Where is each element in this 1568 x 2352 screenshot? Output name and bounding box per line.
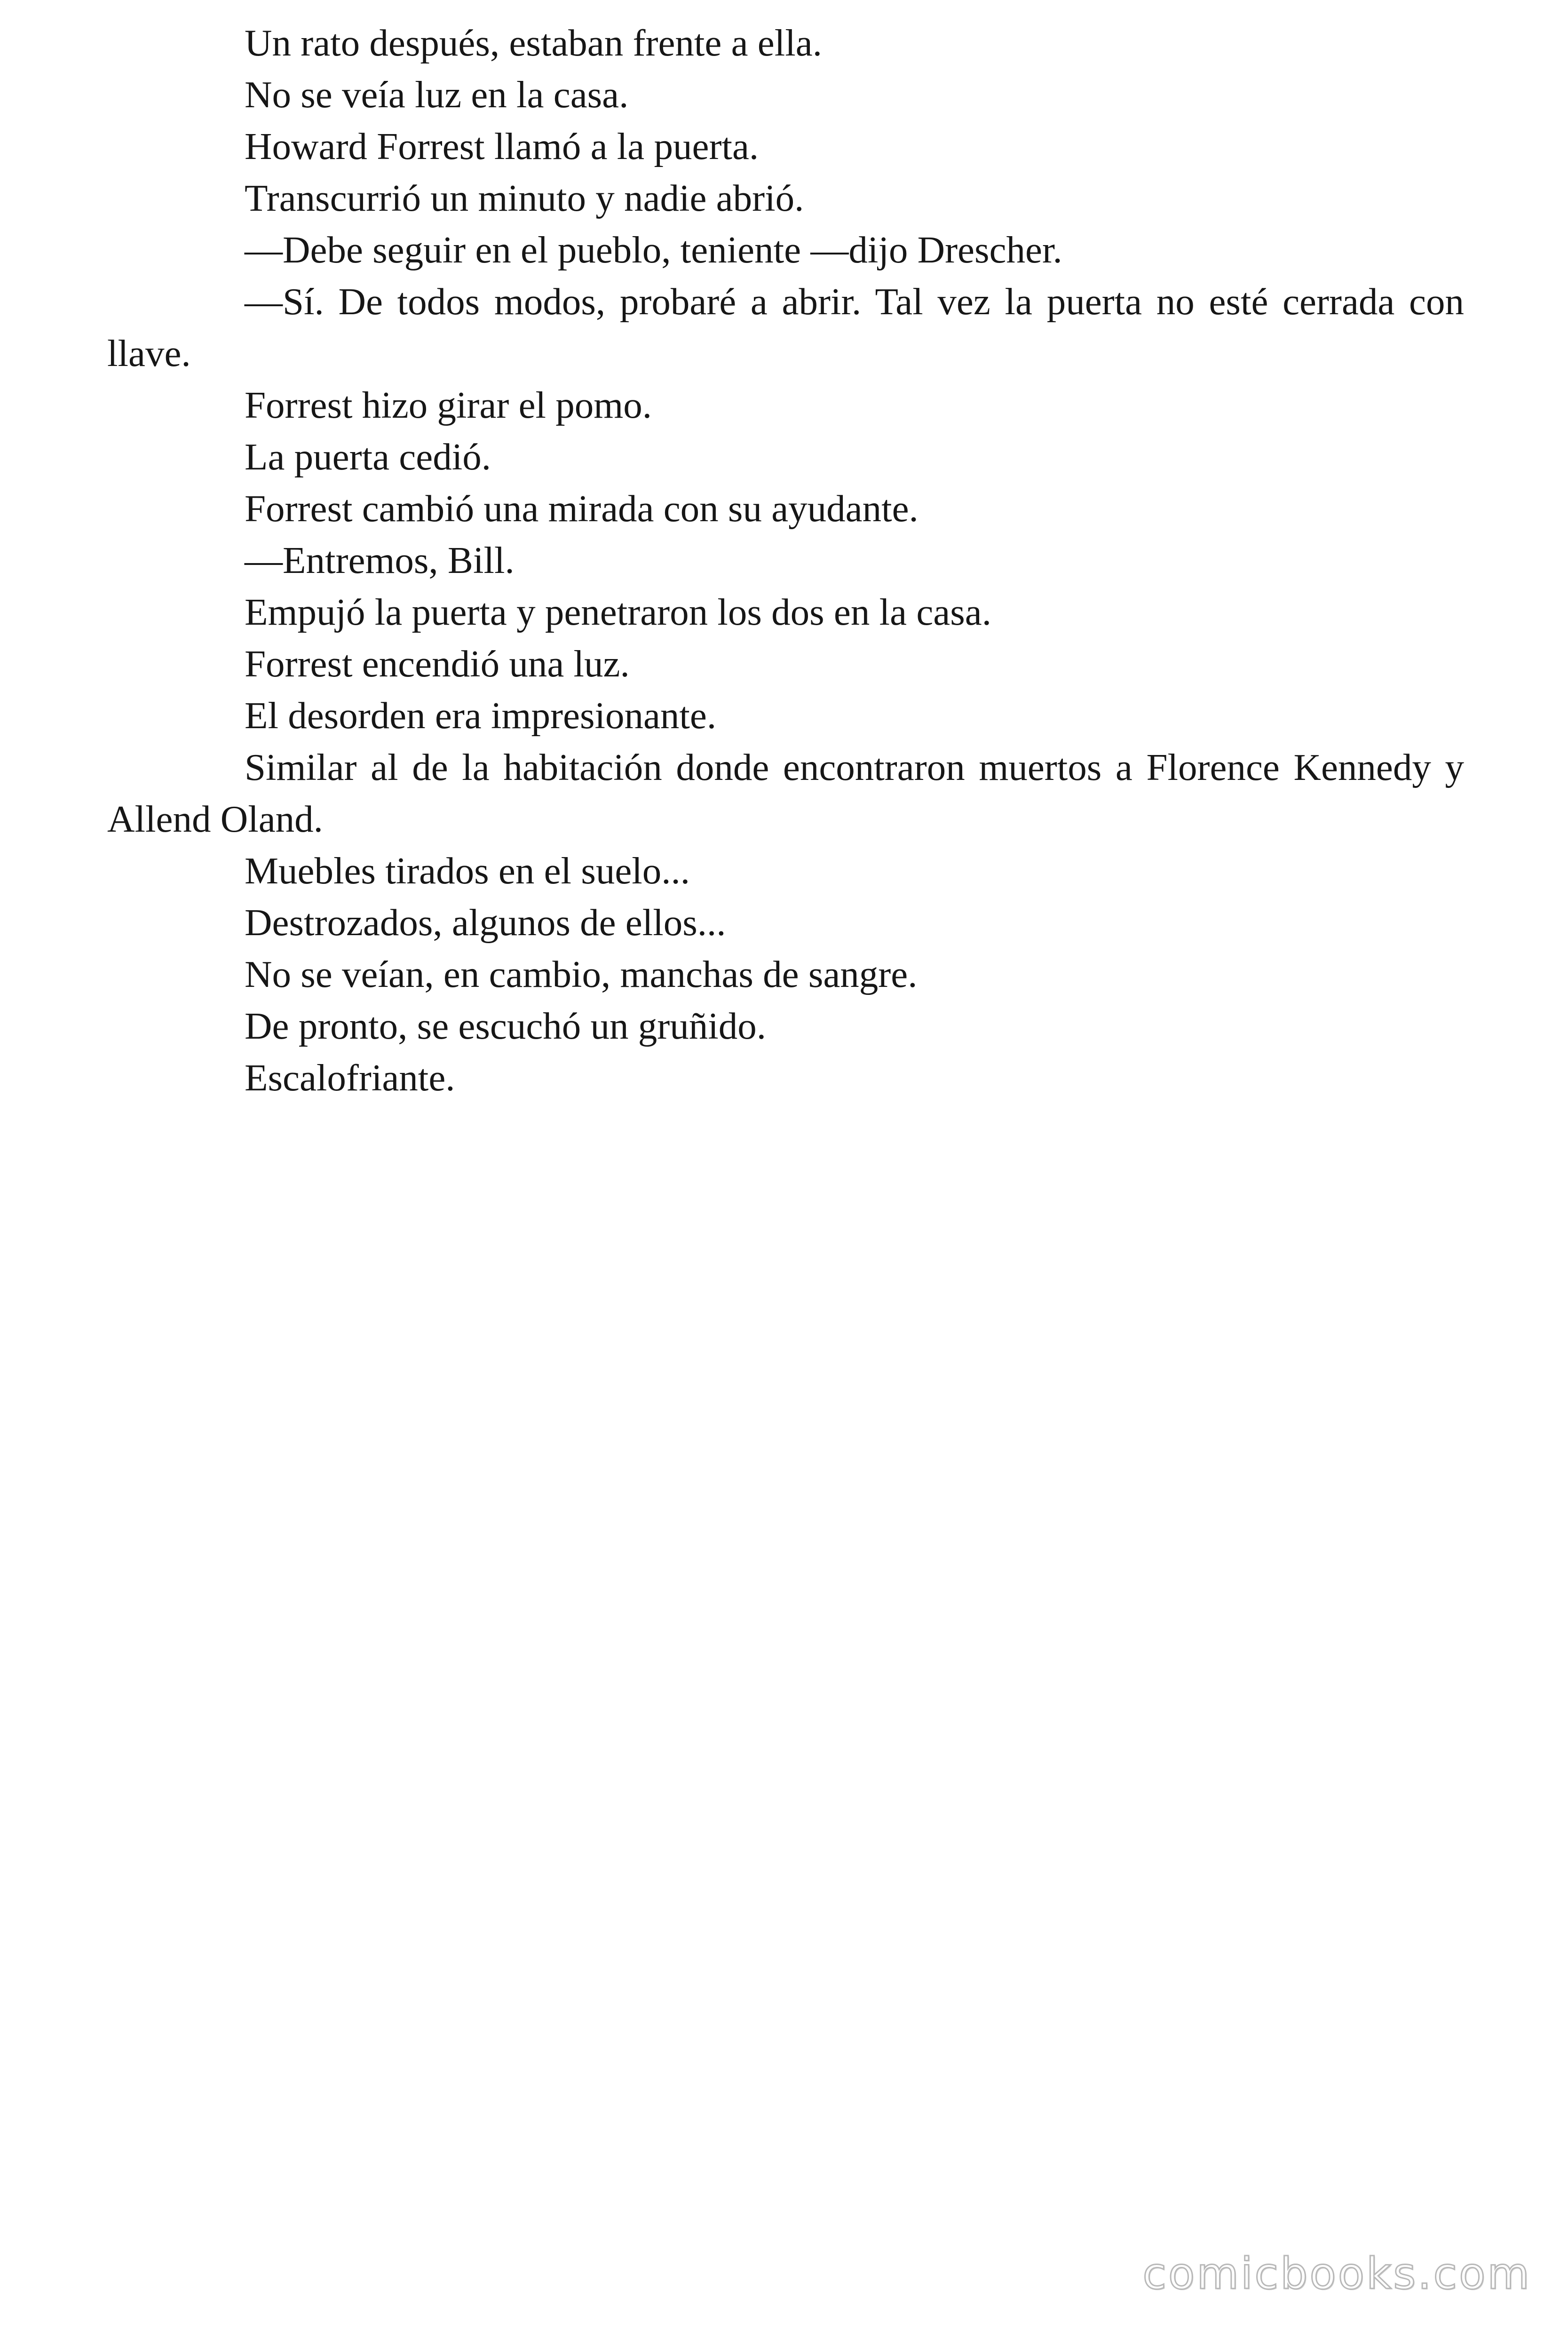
body-text [107, 17, 1464, 1104]
watermark: comicbooks.com [1142, 2249, 1531, 2299]
paragraph: De pronto, se escuchó un gruñido. [245, 1005, 767, 1047]
paragraph: Muebles tirados en el suelo... [245, 850, 690, 892]
paragraph: —Debe seguir en el pueblo, teniente —dijo Drescher. [245, 229, 1062, 271]
paragraph: No se veían, en cambio, manchas de sangre. [245, 953, 918, 995]
paragraph: Forrest encendió una luz. [245, 643, 630, 685]
paragraph: El desorden era impresionante. [245, 694, 717, 737]
paragraph: Forrest cambió una mirada con su ayudante. [245, 487, 919, 530]
paragraph: Escalofriante. [245, 1057, 455, 1099]
paragraph: Similar al de la habitación donde encontraron muertos a Florence Kennedy y Allend Oland. [107, 746, 1464, 840]
paragraph: Transcurrió un minuto y nadie abrió. [245, 177, 804, 219]
paragraph: Empujó la puerta y penetraron los dos en la casa. [245, 591, 991, 633]
paragraph: Howard Forrest llamó a la puerta. [245, 125, 759, 167]
paragraph: La puerta cedió. [245, 436, 491, 478]
paragraph: Un rato después, estaban frente a ella. [245, 22, 822, 64]
paragraph: No se veía luz en la casa. [245, 73, 629, 116]
paragraph: Destrozados, algunos de ellos... [245, 901, 726, 944]
paragraph: Forrest hizo girar el pomo. [245, 384, 652, 426]
paragraph: —Sí. De todos modos, probaré a abrir. Tal vez la puerta no esté cerrada con llave. [107, 280, 1464, 374]
paragraph: —Entremos, Bill. [245, 539, 515, 581]
